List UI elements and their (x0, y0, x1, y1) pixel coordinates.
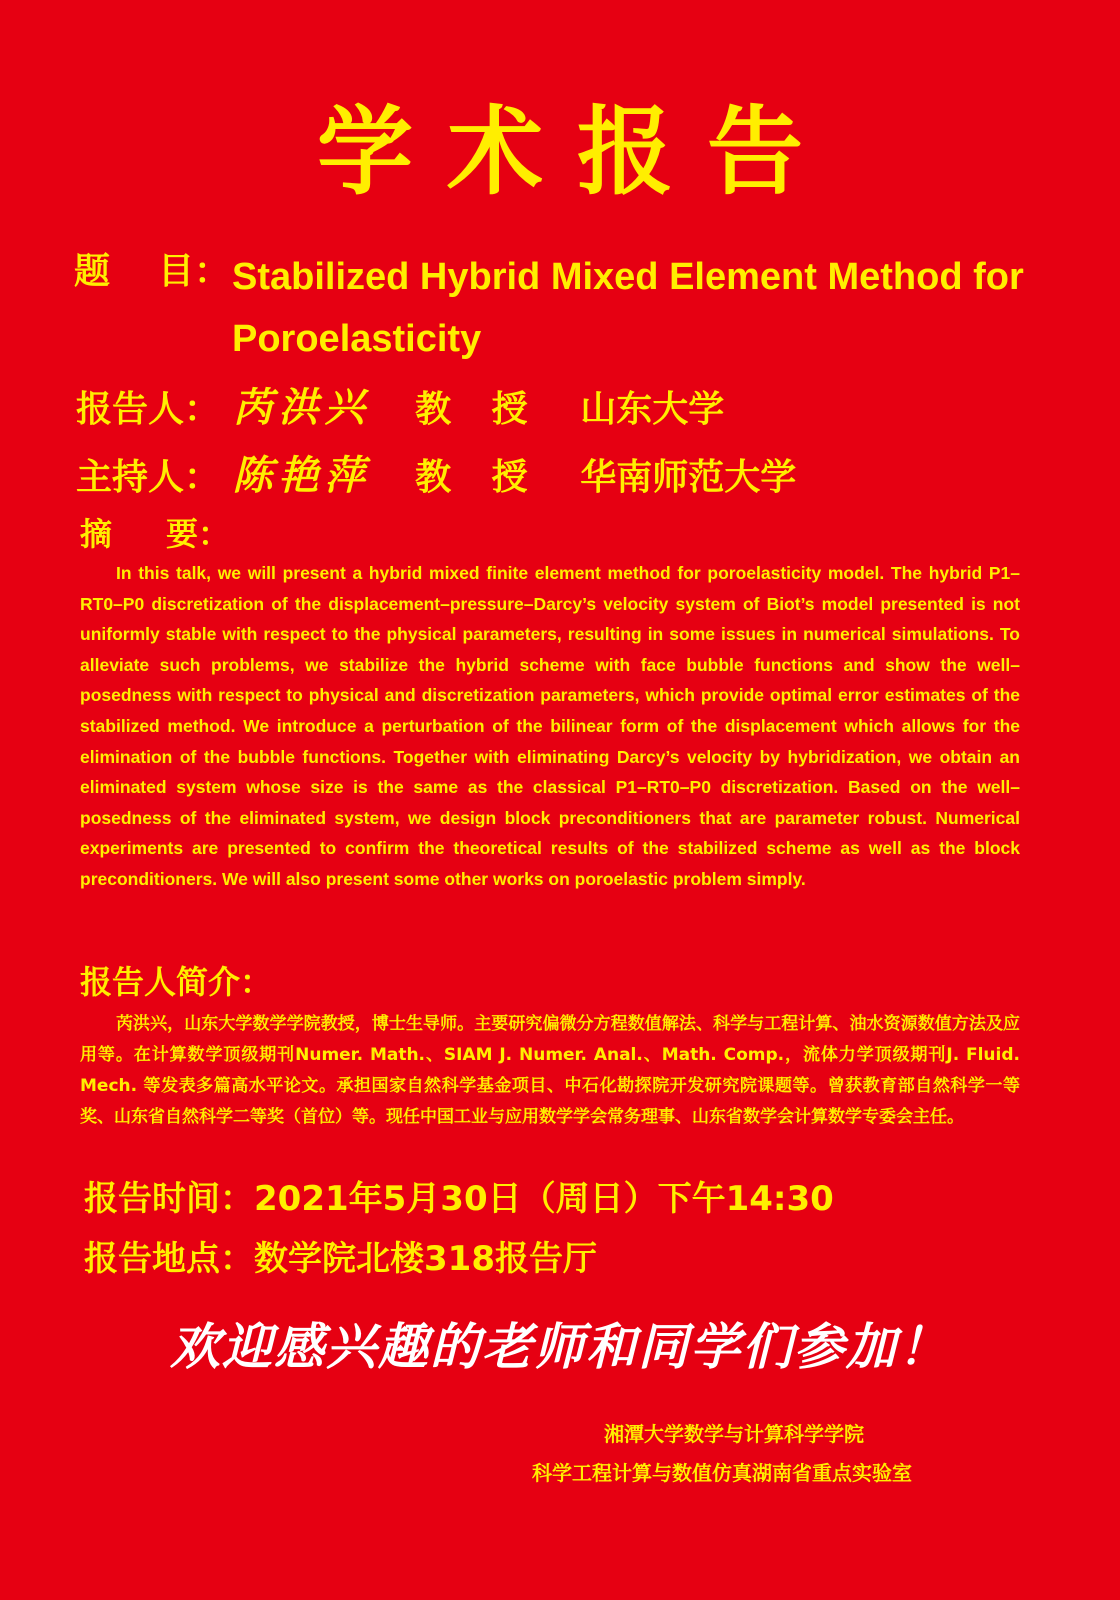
organizer-school: 湘潭大学数学与计算科学学院 (604, 1422, 864, 1446)
place-label: 报告地点： (84, 1239, 254, 1279)
poster-title: 学术报告 (317, 95, 837, 208)
time-label: 报告时间： (84, 1179, 254, 1219)
speaker-title: 教 授 (415, 389, 542, 430)
place-row (84, 1236, 597, 1282)
abstract-heading (80, 514, 230, 554)
speaker-label: 报告人： (76, 389, 221, 430)
abstract-heading-char-2: 要： (166, 515, 231, 553)
host-title: 教 授 (415, 457, 542, 498)
abstract-heading-char-1: 摘 (80, 515, 113, 553)
place-value: 数学院北楼318报告厅 (254, 1239, 597, 1279)
topic-label-char-2: 目： (158, 251, 231, 292)
speaker-row (76, 384, 724, 434)
time-value: 2021年5月30日（周日）下午14:30 (254, 1179, 834, 1219)
bio-text: 芮洪兴，山东大学数学学院教授，博士生导师。主要研究偏微分方程数值解法、科学与工程计算、油水资源数值方法及应用等。在计算数学顶级期刊Numer. Math.、SIAM J. Numer. Anal.、Math. Comp.，流体力学顶级期刊J. Fluid. Mech. 等发表多篇高水平论文。承担国家自然科学基金项目、中石化勘探院开发研究院课题等。曾获教育部自然科学一等奖、山东省自然科学二等奖（首位）等。现任中国工业与应用数学学会常务理事、山东省数学会计算数学专委会主任。 (80, 1014, 1020, 1127)
host-row (76, 452, 796, 502)
speaker-affiliation: 山东大学 (580, 389, 725, 430)
time-row (84, 1176, 834, 1222)
abstract-text: In this talk, we will present a hybrid mixed finite element method for poroelasticity model. The hybrid P1–RT0–P0 discretization of the displacement–pressure–Darcy’s velocity system of Biot’s model presented is not uniformly stable with respect to the physical parameters, resulting in some issues in numerical simulations. To alleviate such problems, we stabilize the hybrid scheme with face bubble functions and show the well–posedness with respect to physical and discretization parameters, which provide optimal error estimates of the stabilized method. We introduce a perturbation of the bilinear form of the displacement which allows for the elimination of the bubble functions. Together with eliminating Darcy’s velocity by hybridization, we obtain an eliminated system whose size is the same as the classical P1–RT0–P0 discretization. Based on the well–posedness of the eliminated system, we design block preconditioners that are parameter robust. Numerical experiments are presented to confirm the theoretical results of the stabilized scheme as well as the block preconditioners. We will also present some other works on poroelastic problem simply. (80, 563, 1020, 889)
topic-label-char-1: 题 (74, 251, 111, 292)
topic-label (74, 250, 234, 294)
speaker-name: 芮洪兴 (232, 384, 371, 431)
topic-text: Stabilized Hybrid Mixed Element Method for Poroelasticity (232, 256, 1024, 360)
bio-heading: 报告人简介： (80, 963, 273, 1001)
host-label: 主持人： (76, 457, 221, 498)
host-name: 陈艳萍 (232, 452, 371, 499)
organizer-lab: 科学工程计算与数值仿真湖南省重点实验室 (532, 1461, 912, 1485)
welcome-message: 欢迎感兴趣的老师和同学们参加！ (170, 1317, 950, 1376)
host-affiliation: 华南师范大学 (580, 457, 797, 498)
